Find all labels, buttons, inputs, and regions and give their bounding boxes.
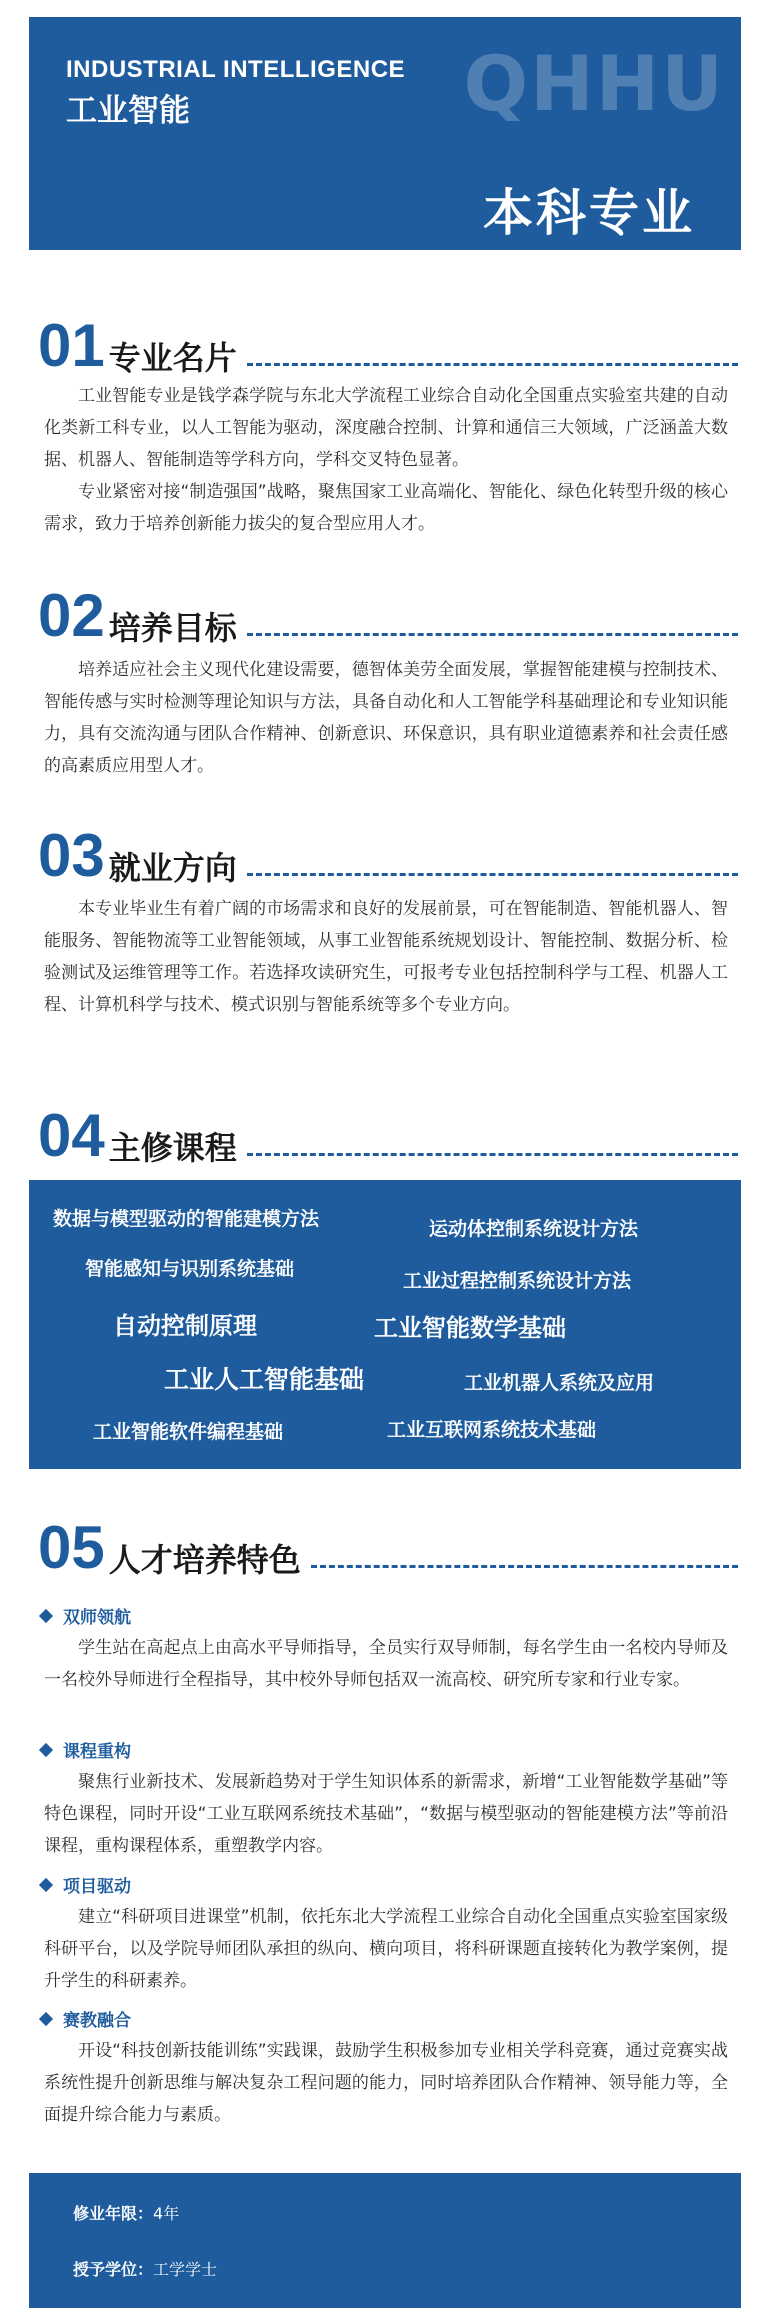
feature-text-curriculum: 聚焦行业新技术、发展新趋势对于学生知识体系的新需求，新增“工业智能数学基础”等特色课程，同时开设“工业互联网系统技术基础”，“数据与模型驱动的智能建模方法”等前沿课程，重构课程体系，重塑教学内容。: [44, 1772, 728, 1856]
feature-title-text: 项目驱动: [63, 1877, 131, 1897]
section-01-paragraph-1: 工业智能专业是钱学森学院与东北大学流程工业综合自动化全国重点实验室共建的自动化类新工科专业，以人工智能为驱动，深度融合控制、计算和通信三大领域，广泛涵盖大数据、机器人、智能制造等学科方向，学科交叉特色显著。: [44, 386, 728, 470]
section-01-paragraph-2: 专业紧密对接“制造强国”战略，聚焦国家工业高端化、智能化、绿色化转型升级的核心需求，致力于培养创新能力拔尖的复合型应用人才。: [44, 482, 728, 534]
duration-value: 4年: [153, 2204, 180, 2223]
feature-title-competition: [41, 2006, 131, 2031]
degree-type-title: 本科专业: [483, 184, 695, 242]
course-tag: 运动体控制系统设计方法: [429, 1218, 639, 1240]
course-tag: 自动控制原理: [113, 1312, 257, 1340]
degree-row: [73, 2257, 217, 2280]
feature-text-dual-mentor: 学生站在高起点上由高水平导师指导，全员实行双导师制，每名学生由一名校内导师及一名校外导师进行全程指导，其中校外导师包括双一流高校、研究所专家和行业专家。: [44, 1638, 728, 1690]
header-watermark: QHHU: [463, 39, 725, 128]
section-divider: [247, 633, 738, 636]
diamond-bullet-icon: [39, 1608, 53, 1622]
course-tag: 工业互联网系统技术基础: [387, 1419, 597, 1441]
section-title: 培养目标: [108, 609, 237, 647]
course-tag: 智能感知与识别系统基础: [85, 1258, 295, 1280]
course-tag: 数据与模型驱动的智能建模方法: [53, 1208, 320, 1230]
section-title: 人才培养特色: [108, 1541, 301, 1579]
section-01-heading: [38, 306, 738, 379]
section-number: 04: [38, 1102, 105, 1169]
course-cloud: [29, 1180, 741, 1469]
section-03-heading: [38, 816, 738, 889]
section-divider: [311, 1565, 738, 1568]
diamond-bullet-icon: [39, 1742, 53, 1756]
feature-title-curriculum: [41, 1737, 131, 1762]
course-tag: 工业过程控制系统设计方法: [403, 1270, 632, 1292]
feature-title-project: [41, 1872, 131, 1897]
header-chinese-title: 工业智能: [66, 93, 190, 129]
section-divider: [247, 363, 738, 366]
feature-text-project: 建立“科研项目进课堂”机制，依托东北大学流程工业综合自动化全国重点实验室国家级科研平台，以及学院导师团队承担的纵向、横向项目，将科研课题直接转化为教学案例，提升学生的科研素养。: [44, 1907, 728, 1991]
duration-row: [73, 2201, 179, 2224]
section-number: 01: [38, 312, 105, 379]
section-02-paragraph: 培养适应社会主义现代化建设需要，德智体美劳全面发展，掌握智能建模与控制技术、智能传感与实时检测等理论知识与方法，具备自动化和人工智能学科基础理论和专业知识能力，具有交流沟通与团队合作精神、创新意识、环保意识，具有职业道德素养和社会责任感的高素质应用型人才。: [44, 660, 728, 776]
section-04-heading: [38, 1096, 738, 1169]
section-title: 专业名片: [108, 339, 237, 377]
section-title: 就业方向: [108, 849, 237, 887]
section-number: 05: [38, 1514, 105, 1581]
diamond-bullet-icon: [39, 1877, 53, 1891]
program-info-footer: [29, 2173, 741, 2308]
section-title: 主修课程: [108, 1129, 237, 1167]
course-tag: 工业智能软件编程基础: [93, 1421, 284, 1443]
section-number: 03: [38, 822, 105, 889]
feature-title-text: 赛教融合: [63, 2011, 131, 2031]
degree-label: 授予学位：: [73, 2260, 154, 2279]
section-05-heading: [38, 1508, 738, 1581]
section-divider: [247, 1153, 738, 1156]
section-02-heading: [38, 576, 738, 649]
degree-value: 工学学士: [153, 2260, 218, 2279]
course-tag: 工业智能数学基础: [374, 1314, 566, 1342]
feature-title-text: 课程重构: [63, 1742, 131, 1762]
course-tag: 工业机器人系统及应用: [464, 1372, 655, 1394]
feature-title-text: 双师领航: [63, 1608, 131, 1628]
duration-label: 修业年限：: [73, 2204, 154, 2223]
header-banner: [29, 17, 741, 250]
section-number: 02: [38, 582, 105, 649]
course-tag: 工业人工智能基础: [164, 1365, 365, 1394]
header-english-title: INDUSTRIAL INTELLIGENCE: [66, 56, 406, 83]
feature-text-competition: 开设“科技创新技能训练”实践课，鼓励学生积极参加专业相关学科竞赛，通过竞赛实战系统性提升创新思维与解决复杂工程问题的能力，同时培养团队合作精神、领导能力等，全面提升综合能力与素质。: [44, 2041, 728, 2125]
diamond-bullet-icon: [39, 2011, 53, 2025]
feature-title-dual-mentor: [41, 1603, 131, 1628]
section-03-paragraph: 本专业毕业生有着广阔的市场需求和良好的发展前景，可在智能制造、智能机器人、智能服务、智能物流等工业智能领域，从事工业智能系统规划设计、智能控制、数据分析、检验测试及运维管理等工作。若选择攻读研究生，可报考专业包括控制科学与工程、机器人工程、计算机科学与技术、模式识别与智能系统等多个专业方向。: [44, 899, 728, 1015]
section-divider: [247, 873, 738, 876]
